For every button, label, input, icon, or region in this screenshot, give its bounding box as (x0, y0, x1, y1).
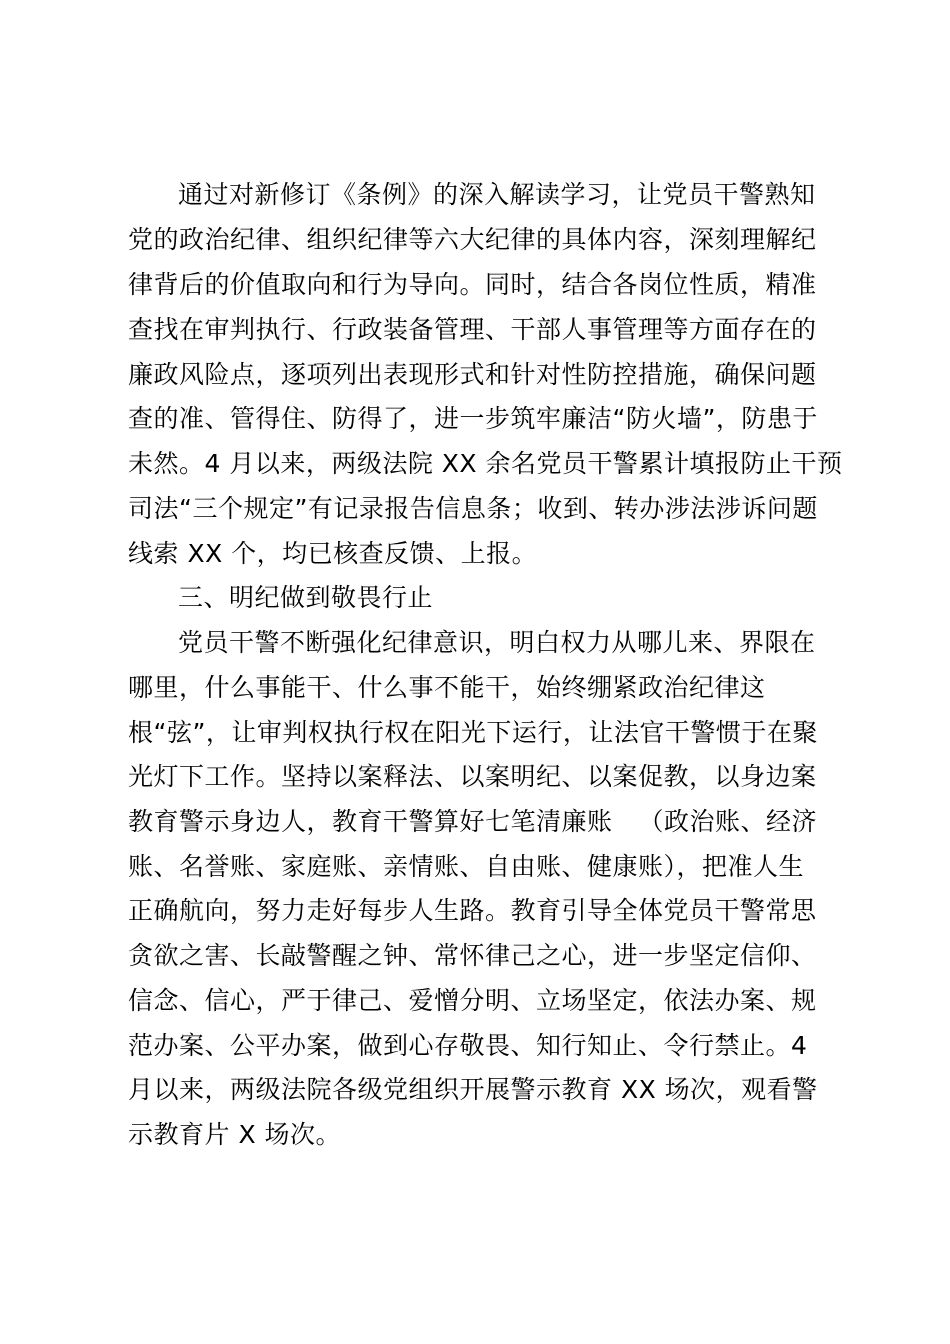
paragraph-1-line-9: 线索 XX 个，均已核查反馈、上报。 (128, 539, 538, 568)
paragraph-2-line-8: 贪欲之害、长敲警醒之钟、常怀律己之心，进一步坚定信仰、 (128, 941, 817, 970)
paragraph-2-line-4: 光灯下工作。坚持以案释法、以案明纪、以案促教，以身边案 (128, 762, 817, 791)
paragraph-1-line-8: 司法“三个规定”有记录报告信息条；收到、转办涉法涉诉问题 (128, 494, 818, 523)
paragraph-1-line-6: 查的准、管得住、防得了，进一步筑牢廉洁“防火墙”，防患于 (128, 404, 818, 433)
paragraph-2-line-10: 范办案、公平办案，做到心存敬畏、知行知止、令行禁止。4 (128, 1031, 808, 1060)
paragraph-2-line-9: 信念、信心，严于律己、爱憎分明、立场坚定，依法办案、规 (128, 986, 817, 1015)
paragraph-1-line-4: 查找在审判执行、行政装备管理、干部人事管理等方面存在的 (128, 315, 817, 344)
paragraph-1-line-7: 未然。4 月以来，两级法院 XX 余名党员干警累计填报防止干预 (128, 449, 843, 478)
paragraph-2-line-5-paren: （政治账、经济 (638, 807, 818, 836)
paragraph-2-line-1: 党员干警不断强化纪律意识，明白权力从哪儿来、界限在 (178, 628, 816, 657)
paragraph-1-line-3: 律背后的价值取向和行为导向。同时，结合各岗位性质，精准 (128, 270, 817, 299)
paragraph-2-line-12: 示教育片 X 场次。 (128, 1120, 342, 1149)
paragraph-2-line-5-text: 教育警示身边人，教育干警算好七笔清廉账 (128, 807, 613, 836)
section-heading: 三、明纪做到敬畏行止 (178, 583, 434, 612)
paragraph-2-line-2: 哪里，什么事能干、什么事不能干，始终绷紧政治纪律这 (128, 673, 766, 702)
paragraph-2-line-11: 月以来，两级法院各级党组织开展警示教育 XX 场次，观看警 (128, 1075, 818, 1104)
paragraph-1-line-5: 廉政风险点，逐项列出表现形式和针对性防控措施，确保问题 (128, 360, 817, 389)
paragraph-2-line-7: 正确航向，努力走好每步人生路。教育引导全体党员干警常思 (128, 896, 817, 925)
paragraph-2-line-3: 根“弦”，让审判权执行权在阳光下运行，让法官干警惯于在聚 (128, 718, 818, 747)
paragraph-2-line-6: 账、名誉账、家庭账、亲情账、自由账、健康账），把准人生 (128, 852, 805, 881)
paragraph-2-line-5 (128, 807, 838, 837)
paragraph-1-line-2: 党的政治纪律、组织纪律等六大纪律的具体内容，深刻理解纪 (128, 225, 817, 254)
paragraph-1-line-1: 通过对新修订《条例》的深入解读学习，让党员干警熟知 (178, 180, 816, 209)
